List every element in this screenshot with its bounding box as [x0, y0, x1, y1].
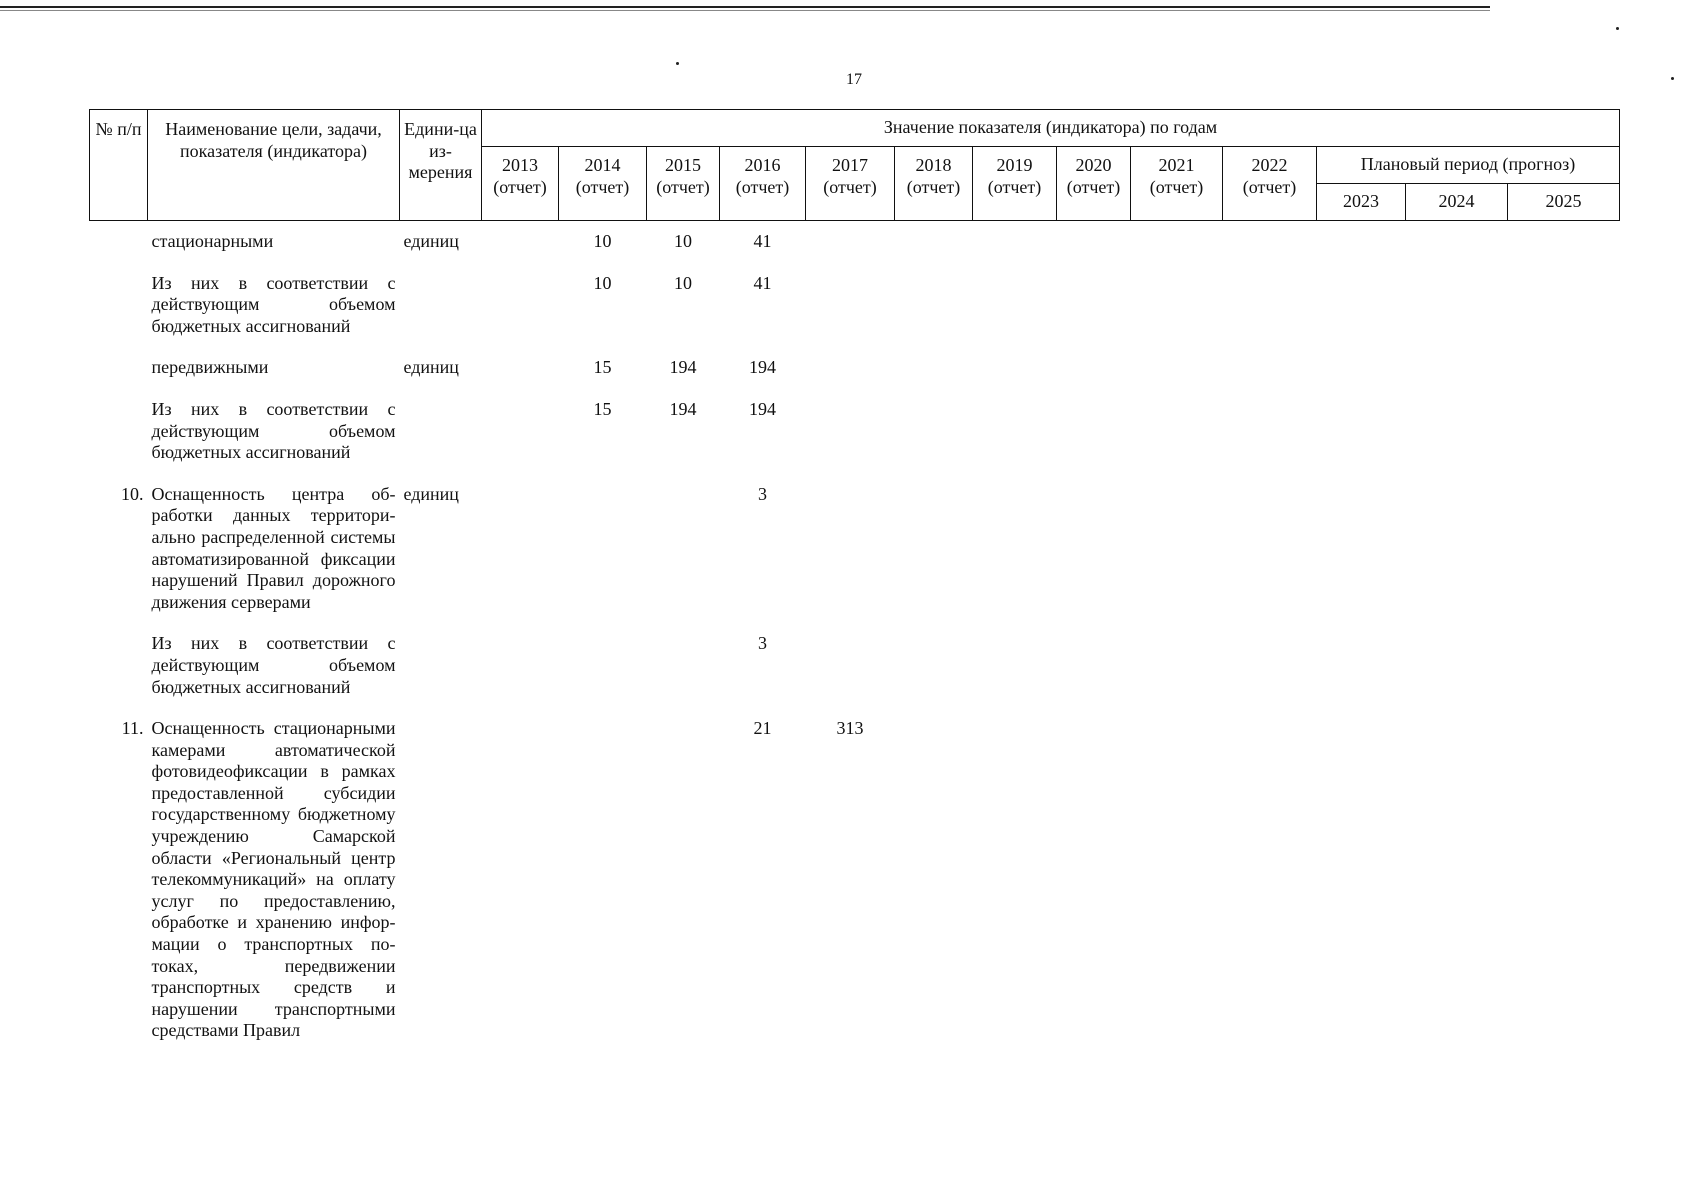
value-cell	[482, 221, 559, 263]
value-cell	[559, 708, 647, 1052]
header-plan-group: Плановый период (прогноз)	[1317, 147, 1620, 184]
value-cell	[1317, 221, 1406, 263]
value-cell	[1131, 347, 1223, 389]
value-cell	[647, 708, 720, 1052]
indicator-name: Оснащенность центра обработки данных территориально распределенной системы автоматизированной фиксации нарушений Правил дорожного движения серверами	[151, 483, 396, 612]
value-cell	[647, 474, 720, 624]
row-number: 10.	[121, 483, 144, 504]
value-cell: 3	[758, 483, 767, 504]
indicator-name: передвижными	[151, 357, 269, 378]
value-cell	[806, 474, 895, 624]
header-year-2013: 2013 (отчет)	[482, 147, 559, 221]
table-row	[90, 708, 1620, 1052]
value-cell	[895, 389, 973, 474]
indicator-name: Из них в соответствии с действующим объемом бюджетных ассигнований	[151, 398, 396, 463]
value-cell	[1508, 708, 1620, 1052]
header-year-2016: 2016 (отчет)	[720, 147, 806, 221]
value-cell	[895, 221, 973, 263]
value-cell	[1317, 263, 1406, 348]
header-year-2022: 2022 (отчет)	[1223, 147, 1317, 221]
value-cell	[1057, 389, 1131, 474]
table-row	[90, 623, 1620, 708]
row-number	[90, 347, 148, 389]
value-cell	[1508, 623, 1620, 708]
unit-cell	[400, 708, 482, 1052]
header-unit: Едини-ца из-мерения	[400, 110, 482, 221]
indicator-name: Оснащенность стационарными камерами автоматической фотовидеофиксации в рамках предоставленной субсидии государственному бюджетному учреждению Самарской области «Региональный центр телекоммуникаций» на оплату услуг по предоставлению, обработке и хранению информации о транспортных потоках, передвижении транспортных средств и нарушении транспортными средствами Правил	[151, 718, 396, 1041]
header-year-2020: 2020 (отчет)	[1057, 147, 1131, 221]
value-cell: 41	[753, 231, 772, 251]
value-cell	[1317, 623, 1406, 708]
header-year-2015: 2015 (отчет)	[647, 147, 720, 221]
value-cell: 10	[674, 272, 692, 293]
value-cell	[1406, 623, 1508, 708]
value-cell: 10	[593, 272, 612, 293]
value-cell	[1131, 263, 1223, 348]
value-cell	[1223, 389, 1317, 474]
value-cell	[1223, 221, 1317, 263]
unit-cell: единиц	[403, 231, 459, 251]
header-year-2019: 2019 (отчет)	[973, 147, 1057, 221]
value-cell	[1406, 474, 1508, 624]
value-cell	[1317, 474, 1406, 624]
table-row	[90, 347, 1620, 389]
value-cell	[482, 347, 559, 389]
value-cell	[973, 474, 1057, 624]
value-cell	[1131, 389, 1223, 474]
value-cell	[973, 221, 1057, 263]
value-cell	[895, 474, 973, 624]
unit-cell: единиц	[403, 483, 459, 504]
unit-cell: единиц	[403, 357, 459, 378]
value-cell: 194	[749, 398, 776, 419]
unit-cell	[400, 389, 482, 474]
value-cell	[1508, 221, 1620, 263]
value-cell	[1057, 708, 1131, 1052]
scan-speck	[1671, 77, 1674, 80]
value-cell	[1131, 474, 1223, 624]
value-cell	[559, 474, 647, 624]
value-cell: 3	[758, 633, 767, 654]
header-row-1	[90, 110, 1620, 147]
value-cell	[895, 708, 973, 1052]
value-cell	[806, 263, 895, 348]
value-cell: 15	[593, 398, 612, 419]
indicator-table	[89, 109, 1620, 1052]
scan-top-rule-thin	[0, 10, 1490, 11]
value-cell	[1223, 474, 1317, 624]
header-year-2021: 2021 (отчет)	[1131, 147, 1223, 221]
indicator-name: стационарными	[151, 231, 274, 251]
header-name: Наименование цели, задачи, показателя (индикатора)	[148, 110, 400, 221]
header-year-2018: 2018 (отчет)	[895, 147, 973, 221]
header-year-2017: 2017 (отчет)	[806, 147, 895, 221]
value-cell	[806, 623, 895, 708]
value-cell	[973, 623, 1057, 708]
value-cell	[1131, 708, 1223, 1052]
header-values-group: Значение показателя (индикатора) по годам	[482, 110, 1620, 147]
value-cell	[1406, 389, 1508, 474]
value-cell	[895, 347, 973, 389]
value-cell: 21	[753, 718, 772, 739]
page-number: 17	[846, 71, 862, 88]
value-cell	[482, 389, 559, 474]
value-cell	[1223, 708, 1317, 1052]
indicator-name: Из них в соответствии с действующим объемом бюджетных ассигнований	[151, 272, 396, 336]
value-cell: 194	[669, 357, 697, 378]
value-cell	[1317, 389, 1406, 474]
table-row	[90, 389, 1620, 474]
value-cell	[559, 623, 647, 708]
value-cell	[895, 623, 973, 708]
value-cell	[806, 389, 895, 474]
value-cell	[895, 263, 973, 348]
value-cell	[1406, 708, 1508, 1052]
value-cell	[1131, 623, 1223, 708]
value-cell	[1131, 221, 1223, 263]
value-cell	[806, 221, 895, 263]
row-number	[90, 221, 148, 263]
value-cell	[973, 263, 1057, 348]
value-cell: 313	[836, 718, 864, 739]
value-cell	[1508, 347, 1620, 389]
header-year-2014: 2014 (отчет)	[559, 147, 647, 221]
table-body	[90, 221, 1620, 1053]
value-cell	[482, 474, 559, 624]
value-cell	[1508, 474, 1620, 624]
table-row	[90, 263, 1620, 348]
value-cell	[1223, 347, 1317, 389]
value-cell	[806, 347, 895, 389]
value-cell	[973, 347, 1057, 389]
value-cell	[1317, 708, 1406, 1052]
value-cell	[482, 263, 559, 348]
header-num: № п/п	[90, 110, 148, 221]
value-cell: 10	[593, 231, 612, 251]
value-cell	[1223, 263, 1317, 348]
header-plan-year-2024: 2024	[1406, 184, 1508, 221]
value-cell	[647, 623, 720, 708]
value-cell	[973, 708, 1057, 1052]
table-row	[90, 474, 1620, 624]
value-cell	[1406, 347, 1508, 389]
scan-speck	[1616, 27, 1619, 30]
row-number: 11.	[121, 718, 144, 739]
scan-speck	[676, 62, 679, 65]
value-cell	[1057, 221, 1131, 263]
value-cell: 15	[593, 357, 612, 378]
table-row	[90, 221, 1620, 263]
value-cell: 10	[674, 231, 692, 251]
value-cell: 194	[669, 398, 697, 419]
value-cell	[1508, 263, 1620, 348]
unit-cell	[400, 263, 482, 348]
value-cell	[1057, 474, 1131, 624]
row-number	[90, 389, 148, 474]
value-cell: 41	[753, 272, 772, 293]
value-cell	[1057, 263, 1131, 348]
value-cell	[482, 623, 559, 708]
indicator-name: Из них в соответствии с действующим объемом бюджетных ассигнований	[151, 633, 396, 697]
header-plan-year-2023: 2023	[1317, 184, 1406, 221]
value-cell	[1406, 263, 1508, 348]
value-cell	[1508, 389, 1620, 474]
value-cell	[1057, 623, 1131, 708]
value-cell	[1406, 221, 1508, 263]
value-cell: 194	[749, 357, 776, 378]
value-cell	[973, 389, 1057, 474]
header-plan-year-2025: 2025	[1508, 184, 1620, 221]
value-cell	[482, 708, 559, 1052]
row-number	[90, 263, 148, 348]
scan-top-rule	[0, 6, 1490, 8]
unit-cell	[400, 623, 482, 708]
row-number	[90, 623, 148, 708]
value-cell	[1317, 347, 1406, 389]
value-cell	[1223, 623, 1317, 708]
value-cell	[1057, 347, 1131, 389]
